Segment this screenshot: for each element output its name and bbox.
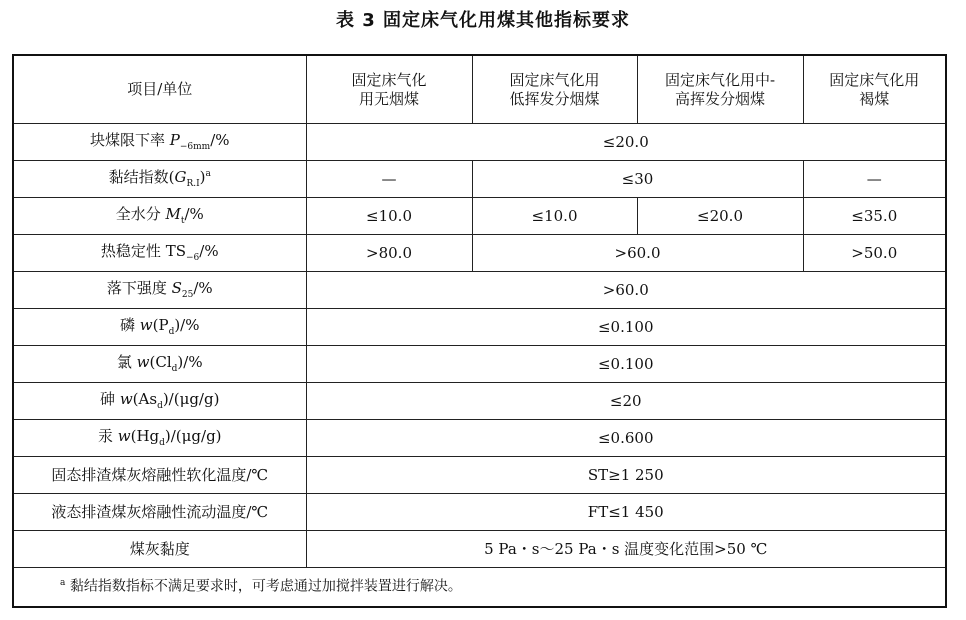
value-caking-bituminous: ≤30 <box>472 161 803 198</box>
value-thermal-bituminous: >60.0 <box>472 235 803 272</box>
row-label-softening-temperature: 固态排渣煤灰熔融性软化温度/℃ <box>13 457 306 494</box>
table-row <box>13 161 946 198</box>
value-caking-anthracite: — <box>306 161 472 198</box>
value-arsenic: ≤20 <box>306 383 946 420</box>
table-row <box>13 457 946 494</box>
row-label-arsenic: 砷 $w(As_d)/(\mu g/g)$ <box>13 383 306 420</box>
value-moisture-mid-high-volatile: ≤20.0 <box>637 198 803 235</box>
row-label-flowing-temperature: 液态排渣煤灰熔融性流动温度/℃ <box>13 494 306 531</box>
value-flowing-temperature: FT≤1 450 <box>306 494 946 531</box>
table-row <box>13 198 946 235</box>
header-item-unit: 项目/单位 <box>13 55 306 124</box>
row-label-phosphorus: 磷 $w(P_d)/\%$ <box>13 309 306 346</box>
table-row <box>13 235 946 272</box>
header-lignite: 固定床气化用 褐煤 <box>803 55 946 124</box>
value-moisture-low-volatile: ≤10.0 <box>472 198 637 235</box>
row-label-ash-viscosity: 煤灰黏度 <box>13 531 306 568</box>
footnote-text: 黏结指数指标不满足要求时，可考虑通过加搅拌装置进行解决。 <box>65 578 462 595</box>
footnote-row <box>13 568 946 608</box>
header-mid-high-volatile-bituminous: 固定床气化用中- 高挥发分烟煤 <box>637 55 803 124</box>
header-anthracite: 固定床气化 用无烟煤 <box>306 55 472 124</box>
row-label-total-moisture: 全水分 $M_t/\%$ <box>13 198 306 235</box>
row-label-chlorine: 氯 $w(Cl_d)/\%$ <box>13 346 306 383</box>
footnote <box>13 568 946 608</box>
row-label-lump-rate: 块煤限下率 $P_{-6mm}/\%$ <box>13 124 306 161</box>
header-low-volatile-bituminous: 固定床气化用 低挥发分烟煤 <box>472 55 637 124</box>
table-header-row <box>13 55 946 124</box>
row-label-mercury: 汞 $w(Hg_d)/(\mu g/g)$ <box>13 420 306 457</box>
value-lump-rate: ≤20.0 <box>306 124 946 161</box>
row-label-thermal-stability: 热稳定性 $TS_{-6}/\%$ <box>13 235 306 272</box>
footnote-mark: a <box>60 577 66 588</box>
value-caking-lignite: — <box>803 161 946 198</box>
table-row <box>13 124 946 161</box>
table-row <box>13 531 946 568</box>
value-thermal-anthracite: >80.0 <box>306 235 472 272</box>
value-thermal-lignite: >50.0 <box>803 235 946 272</box>
table-row <box>13 494 946 531</box>
value-mercury: ≤0.600 <box>306 420 946 457</box>
value-phosphorus: ≤0.100 <box>306 309 946 346</box>
value-drop-strength: >60.0 <box>306 272 946 309</box>
table-row <box>13 383 946 420</box>
value-moisture-lignite: ≤35.0 <box>803 198 946 235</box>
row-label-drop-strength: 落下强度 $S_{25}/\%$ <box>13 272 306 309</box>
row-label-caking-index: 黏结指数$(G_{R.I})^a$ <box>13 161 306 198</box>
value-ash-viscosity: 5 Pa・s～25 Pa・s 温度变化范围>50 ℃ <box>306 531 946 568</box>
table-row <box>13 309 946 346</box>
table-row <box>13 346 946 383</box>
table-row <box>13 420 946 457</box>
value-softening-temperature: ST≥1 250 <box>306 457 946 494</box>
requirements-table <box>12 54 947 608</box>
table-row <box>13 272 946 309</box>
value-moisture-anthracite: ≤10.0 <box>306 198 472 235</box>
table-title: 表 3 固定床气化用煤其他指标要求 <box>335 10 631 31</box>
value-chlorine: ≤0.100 <box>306 346 946 383</box>
